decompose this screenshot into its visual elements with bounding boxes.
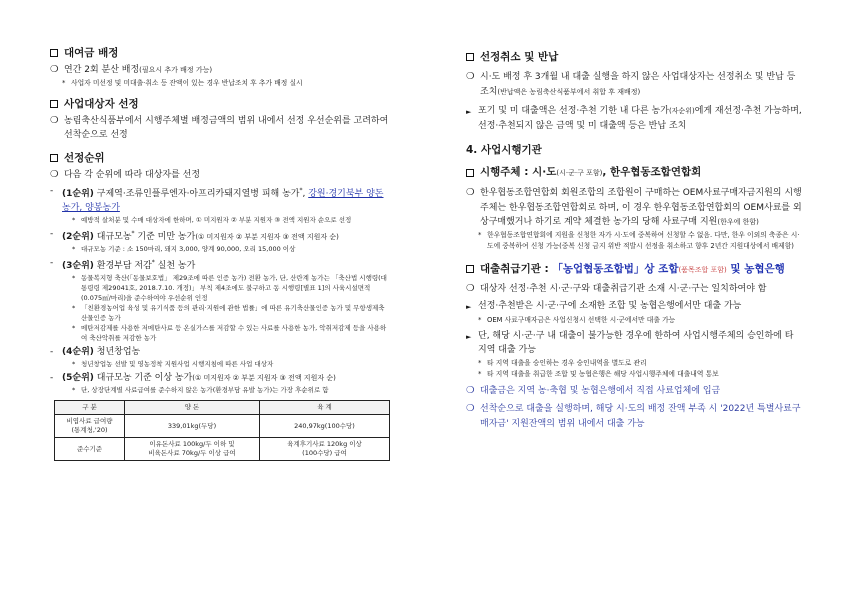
bullet-item bbox=[50, 114, 390, 143]
section-loan-allocation bbox=[50, 46, 390, 60]
chapter-heading: 4. 사업시행기관 bbox=[466, 144, 542, 156]
note bbox=[466, 315, 802, 326]
bullet-item bbox=[466, 70, 802, 99]
priority-5 bbox=[50, 371, 390, 385]
dash-icon: - bbox=[50, 258, 54, 268]
circle-bullet-icon: ❍ bbox=[50, 168, 59, 180]
feed-standard-table bbox=[54, 400, 390, 461]
note-marker-icon: * bbox=[72, 360, 76, 368]
priority-label: (4순위) bbox=[62, 347, 94, 357]
circle-bullet-icon: ❍ bbox=[466, 403, 475, 414]
note-marker-icon: * bbox=[62, 78, 66, 87]
star-marker: * bbox=[131, 230, 135, 237]
note bbox=[50, 323, 390, 343]
dash-icon: - bbox=[50, 347, 54, 357]
note-text: 메탄저감제를 사용한 저메탄사료 등 온실가스를 저감할 수 있는 사료를 사용한 농가, 악취저감제 등을 사용하여 축산악취를 저감한 농가 bbox=[81, 324, 387, 342]
priority-3 bbox=[50, 256, 390, 273]
table-cell: 339,01kg(두당) bbox=[125, 415, 260, 438]
bullet-item bbox=[466, 186, 802, 230]
priority-label: (2순위) bbox=[62, 232, 94, 242]
section-title-2: , 한우협동조합연합회 bbox=[602, 166, 702, 178]
priority-small-text: (① 미지원자 ② 부분 지원자 ③ 전액 지원자 순) bbox=[195, 233, 339, 241]
section-cancellation bbox=[466, 50, 802, 64]
priority-text-2: 기준 미만 농가 bbox=[137, 232, 196, 242]
star-marker: * bbox=[151, 259, 155, 266]
section-target-selection bbox=[50, 97, 390, 111]
priority-text: 대규모농 기준 이상 농가 bbox=[96, 373, 193, 383]
note-marker-icon: * bbox=[72, 386, 76, 394]
square-bullet-icon bbox=[466, 265, 474, 273]
section-title-small: (품목조합 포함) bbox=[678, 265, 727, 274]
arrow-right-icon: ► bbox=[466, 332, 472, 341]
note-text: 청년창업농 선발 및 영농정착 지원사업 시행지침에 따른 사업 대상자 bbox=[81, 360, 274, 368]
note-text: 단, 상장단계별 사료급여를 준수하지 않은 농가(환경부담 유발 농가)는 가장 후순위로 함 bbox=[81, 386, 329, 394]
section-title: 사업대상자 선정 bbox=[64, 97, 139, 110]
table-cell: 비엽사료 급여량 (통계청,'20) bbox=[55, 415, 125, 438]
table-cell: 240,97kg(100수당) bbox=[260, 415, 390, 438]
section-priority bbox=[50, 151, 390, 165]
note-text: 타 지역 대출을 취급한 조합 및 농협은행은 해당 사업시행주체에 대출내역 통보 bbox=[487, 369, 719, 378]
note-marker-icon: * bbox=[72, 304, 76, 312]
priority-1: - (1순위) 구제역·조류인플루엔자·아프리카돼지열병 피해 농가*, 강원·경기북부 양돈농가, 양봉농가 bbox=[50, 186, 384, 213]
bullet-text: 한우협동조합연합회 회원조합의 조합원이 구매하는 OEM사료구매자금지원의 시행주체는 한우협동조합연합회로 하며, 이 경우 한우협동조합연합회의 OEM사료를 외상구매했거나 하기로 계약 체결한 농가의 당해 사료구매 지원 bbox=[480, 188, 802, 227]
note bbox=[50, 273, 390, 303]
section-title: 대여금 배정 bbox=[64, 47, 119, 59]
note-text: 대규모농 기준 : 소 150마리, 돼지 3,000, 양계 90,000, 오리 15,000 이상 bbox=[81, 245, 296, 253]
star-marker: * bbox=[299, 187, 303, 194]
square-bullet-icon bbox=[50, 100, 58, 108]
table-cell: 육계후기사료 120kg 이상 (100수당) 급여 bbox=[260, 438, 390, 461]
right-column bbox=[466, 46, 802, 431]
table-cell: 이유돈사료 100kg/두 이하 및 비육돈사료 70kg/두 이상 급여 bbox=[125, 438, 260, 461]
square-bullet-icon bbox=[50, 49, 58, 57]
square-bullet-icon bbox=[50, 154, 58, 162]
section-implementing-body bbox=[466, 165, 802, 180]
bullet-small-text: (반납액은 농림축산식품부에서 취합 후 재배정) bbox=[497, 87, 641, 96]
note-marker-icon: * bbox=[72, 274, 76, 282]
note-text: 한우협동조합연합회에 지원을 신청한 자가 시·도에 중복하여 신청할 수 없음. 다만, 한우 이외의 축종은 시·도에 중복하여 신청 가능(중복 신청 금지 위반 적발시 선정을 취소하고 향후 2년간 지원대상에서 배제함) bbox=[487, 230, 800, 250]
bullet-item bbox=[50, 168, 390, 183]
bullet-small-text: (자순위) bbox=[668, 107, 695, 115]
bullet-text: 포기 및 미 대출액은 선정·추천 기한 내 다른 농가 bbox=[478, 106, 669, 116]
circle-bullet-icon: ❍ bbox=[466, 187, 475, 198]
left-column bbox=[50, 46, 390, 461]
section-title-highlight: 「농업협동조합법」상 조합 bbox=[552, 262, 679, 275]
priority-small-text: (① 미지원자 ② 부분 지원자 ③ 전액 지원자 순) bbox=[192, 374, 336, 382]
table-header-cell: 육 계 bbox=[260, 401, 390, 415]
section-lending-institution bbox=[466, 262, 802, 277]
table-header-cell: 구 분 bbox=[55, 401, 125, 415]
bullet-item bbox=[50, 63, 390, 78]
note-text: 동물복지형 축산(「동물보호법」 제29조에 따른 인증 농가) 전환 농가, 단, 산란계 농가는 「축산법 시행령(대통령령 제29041호, 2018.7.10. 개정)」 부칙 제4조에도 불구하고 동 시행령[별표 1]의 사육시설면적(0.075㎡/마리)을 준수하여야 우선순위 인정 bbox=[81, 274, 387, 302]
bullet-item-highlight bbox=[466, 384, 802, 399]
bullet-text-2: 에게 재선정·추천 가능하며, 선정·추천되지 않은 금액 및 미 대출액 등은 반납 조치 bbox=[478, 106, 802, 131]
circle-bullet-icon: ❍ bbox=[50, 64, 59, 75]
priority-label: (1순위) bbox=[62, 189, 94, 199]
priority-text: 환경부담 저감 bbox=[96, 261, 152, 271]
table-row bbox=[55, 415, 390, 438]
note-text: 사업자 미선정 및 미대출·취소 등 잔액이 있는 경우 반납조치 후 추가 배정 실시 bbox=[71, 78, 303, 87]
bullet-text: 시·도 배정 후 3개월 내 대출 실행을 하지 않은 사업대상자는 선정취소 및 반납 등 조치 bbox=[480, 72, 796, 97]
note bbox=[466, 230, 802, 252]
bullet-text: 연간 2회 분산 배정 bbox=[64, 65, 140, 75]
priority-4 bbox=[50, 345, 390, 359]
priority-2 bbox=[50, 227, 390, 244]
section-title-highlight-2: 및 농협은행 bbox=[726, 262, 785, 275]
arrow-item bbox=[466, 104, 802, 133]
note bbox=[50, 385, 390, 395]
section-title: 시행주체 : 시·도 bbox=[480, 166, 557, 178]
note-text: OEM 사료구매자금은 사업신청시 선택한 시·군에서만 대출 가능 bbox=[487, 315, 676, 324]
circle-bullet-icon: ❍ bbox=[50, 114, 59, 126]
note bbox=[466, 358, 802, 369]
arrow-item bbox=[466, 299, 802, 315]
bullet-text: 다음 각 순위에 따라 대상자를 선정 bbox=[64, 169, 201, 180]
note bbox=[50, 244, 390, 254]
note-text: 「친환경농어업 육성 및 유기식품 등의 관리·지원에 관한 법률」에 따른 유기축산물인증 농가 및 무항생제축산물인증 농가 bbox=[81, 304, 385, 322]
bullet-small-text: (한우에 한함) bbox=[717, 218, 759, 226]
arrow-right-icon: ► bbox=[466, 303, 472, 311]
dash-icon: - bbox=[50, 373, 54, 383]
note bbox=[50, 215, 390, 225]
dash-icon: - bbox=[50, 186, 54, 196]
note-marker-icon: * bbox=[478, 230, 482, 239]
priority-label: (3순위) bbox=[62, 261, 94, 271]
priority-text: 구제역·조류인플루엔자·아프리카돼지열병 피해 농가 bbox=[96, 189, 300, 199]
bullet-text: 대출금은 지역 농·축협 및 농협은행에서 직접 사료업체에 입금 bbox=[480, 385, 721, 396]
bullet-item bbox=[466, 282, 802, 297]
square-bullet-icon bbox=[466, 53, 474, 61]
note-text: 예방적 살처분 및 수매 대상자에 한하며, ① 미지원자 ② 부분 지원자 ③ 전액 지원자 순으로 선정 bbox=[81, 216, 352, 224]
priority-text-2: 실천 농가 bbox=[157, 261, 196, 271]
note-marker-icon: * bbox=[72, 245, 76, 253]
bullet-text: 대상자 선정·추천 시·군·구와 대출취급기관 소재 시·군·구는 일치하여야 함 bbox=[480, 283, 767, 294]
note-marker-icon: * bbox=[478, 369, 482, 378]
bullet-item-highlight bbox=[466, 402, 802, 431]
arrow-right-icon: ► bbox=[466, 108, 472, 116]
bullet-text: 선착순으로 대출을 실행하며, 해당 시·도의 배정 잔액 부족 시 '2022년 특별사료구매자금' 지원잔액의 범위 내에서 대출 가능 bbox=[480, 404, 801, 429]
table-header-row bbox=[55, 401, 390, 415]
table-header-cell: 양 돈 bbox=[125, 401, 260, 415]
circle-bullet-icon: ❍ bbox=[466, 71, 475, 82]
section-title: 선정취소 및 반납 bbox=[480, 51, 559, 63]
note bbox=[50, 78, 390, 89]
note-marker-icon: * bbox=[478, 315, 482, 324]
bullet-text: 단, 해당 시·군·구 내 대출이 불가능한 경우에 한하여 사업시행주체의 승인하에 타 지역 대출 가능 bbox=[478, 330, 794, 355]
bullet-text: 선정·추천받은 시·군·구에 소재한 조합 및 농협은행에서만 대출 가능 bbox=[478, 301, 742, 311]
note bbox=[50, 359, 390, 369]
note-marker-icon: * bbox=[478, 358, 482, 367]
circle-bullet-icon: ❍ bbox=[466, 384, 475, 396]
note bbox=[466, 369, 802, 380]
priority-text: 청년창업농 bbox=[96, 347, 141, 357]
square-bullet-icon bbox=[466, 169, 474, 177]
section-title-small: (시·군·구 포함) bbox=[556, 169, 603, 177]
note-marker-icon: * bbox=[72, 216, 76, 224]
priority-label: (5순위) bbox=[62, 373, 94, 383]
circle-bullet-icon: ❍ bbox=[466, 282, 475, 294]
priority-text: 대규모농 bbox=[96, 232, 132, 242]
note-text: 타 지역 대출을 승인하는 경우 승인내역을 별도로 관리 bbox=[487, 358, 647, 367]
section-title: 대출취급기관 : bbox=[480, 262, 553, 275]
table-cell: 준수기준 bbox=[55, 438, 125, 461]
table-row bbox=[55, 438, 390, 461]
highlighted-text: 강원·경기북부 양돈농가, 양봉농가 bbox=[62, 189, 384, 213]
note bbox=[50, 303, 390, 323]
note-marker-icon: * bbox=[72, 324, 76, 332]
arrow-item bbox=[466, 329, 802, 358]
dash-icon: - bbox=[50, 229, 54, 239]
section-title: 선정순위 bbox=[64, 151, 105, 164]
bullet-text: 농림축산식품부에서 시행주체별 배정금액의 범위 내에서 선정 우선순위를 고려하여 선착순으로 선정 bbox=[64, 115, 389, 140]
bullet-small-text: (필요시 추가 배정 가능) bbox=[139, 66, 213, 74]
